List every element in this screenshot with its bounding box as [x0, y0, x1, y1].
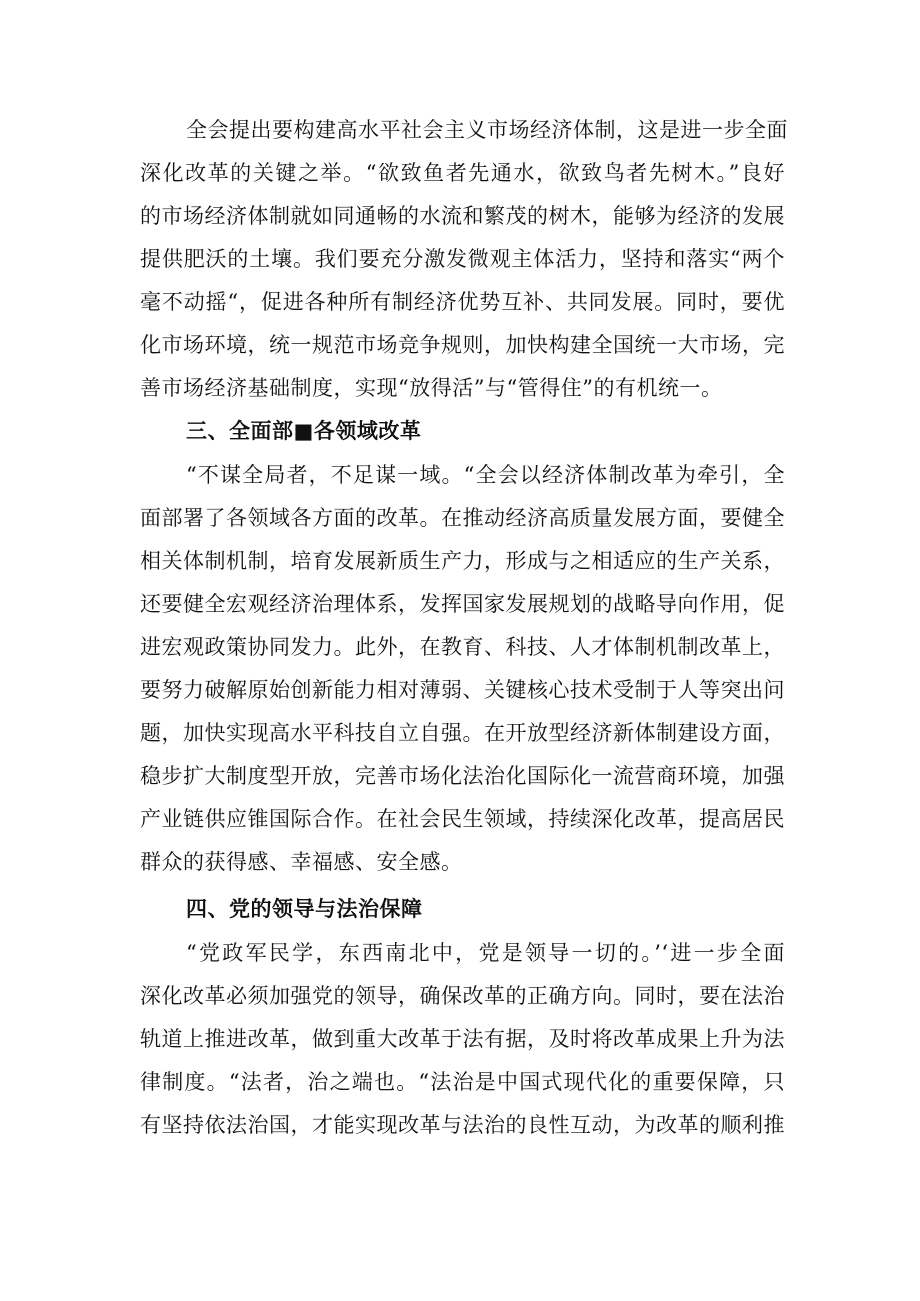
- text-line: 进宏观政策协同发力。此外，在教育、科技、人才体制机制改革上，: [140, 635, 785, 659]
- text-line: 化市场环境，统一规范市场竞争规则，加快构建全国统一大市场，完: [140, 333, 785, 357]
- text-line: 稳步扩大制度型开放，完善市场化法治化国际化一流营商环境，加强: [140, 764, 785, 788]
- text-line: 律制度。“法者，治之端也。“法治是中国式现代化的重要保障，只: [140, 1070, 785, 1094]
- text-line: 还要健全宏观经济治理体系，发挥国家发展规划的战略导向作用，促: [140, 592, 785, 616]
- text-line: 有坚持依法治国，才能实现改革与法治的良性互动，为改革的顺利推: [140, 1113, 785, 1137]
- text-line: 面部署了各领域各方面的改革。在推动经济高质量发展方面，要健全: [140, 506, 785, 530]
- section-heading-3: 三、全面部■各领域改革: [186, 419, 422, 443]
- text-line: 题，加快实现高水平科技自立自强。在开放型经济新体制建设方面，: [140, 721, 785, 745]
- text-line: 提供肥沃的土壤。我们要充分激发微观主体活力，坚持和落实“两个: [140, 247, 785, 271]
- section-heading-4: 四、党的领导与法治保障: [186, 897, 423, 921]
- text-line: 全会提出要构建高水平社会主义市场经济体制，这是进一步全面: [186, 118, 788, 142]
- text-line: “党政军民学，东西南北中，党是领导一切的。’‘进一步全面: [186, 941, 785, 965]
- text-line: 善市场经济基础制度，实现“放得活”与“管得住”的有机统一。: [140, 376, 723, 400]
- text-line: “不谋全局者，不足谋一域。“全会以经济体制改革为牵引，全: [186, 463, 785, 487]
- text-line: 深化改革的关键之举。“欲致鱼者先通水，欲致鸟者先树木。”良好: [140, 161, 785, 185]
- text-line: 的市场经济体制就如同通畅的水流和繁茂的树木，能够为经济的发展: [140, 204, 785, 228]
- text-line: 轨道上推进改革，做到重大改革于法有据，及时将改革成果上升为法: [140, 1027, 785, 1051]
- text-line: 相关体制机制，培育发展新质生产力，形成与之相适应的生产关系，: [140, 549, 785, 573]
- text-line: 要努力破解原始创新能力相对薄弱、关键核心技术受制于人等突出问: [140, 678, 785, 702]
- text-line: 产业链供应锥国际合作。在社会民生领域，持续深化改革，提高居民: [140, 807, 785, 831]
- text-line: 深化改革必须加强党的领导，确保改革的正确方向。同时，要在法治: [140, 984, 785, 1008]
- text-line: 毫不动摇“，促进各种所有制经济优势互补、共同发展。同时，要优: [140, 290, 785, 314]
- text-line: 群众的获得感、幸福感、安全感。: [140, 850, 463, 874]
